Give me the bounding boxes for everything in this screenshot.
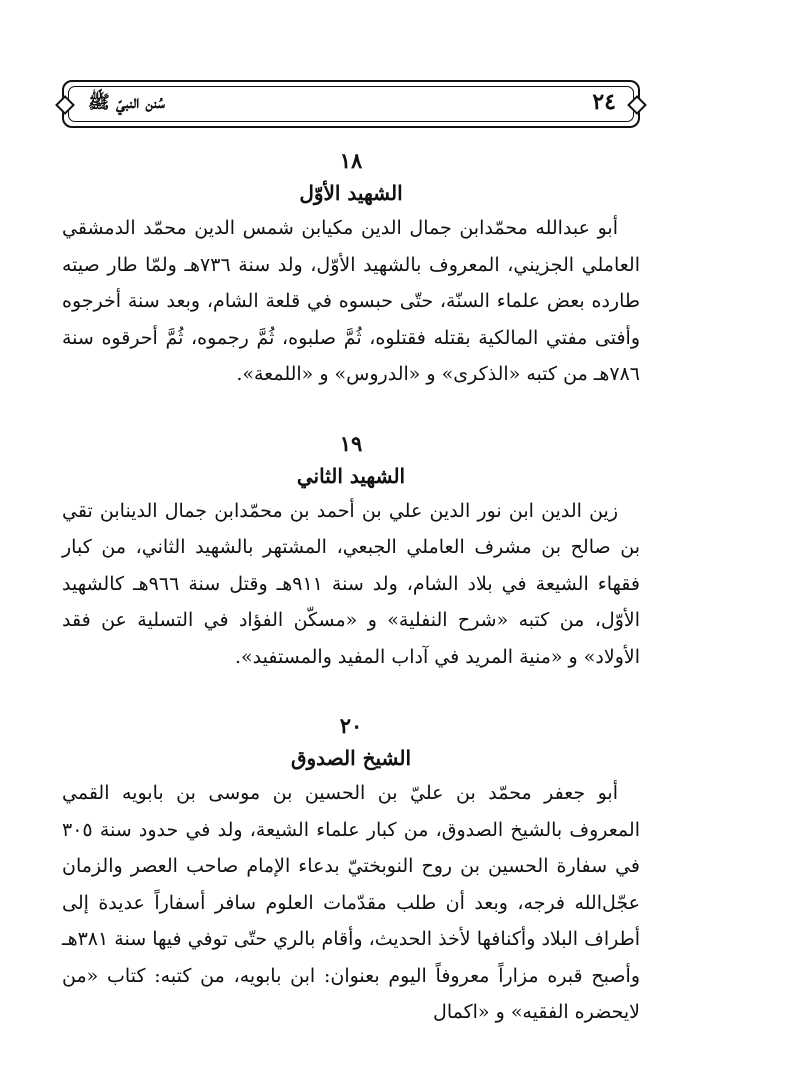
section-18 <box>62 146 640 393</box>
section-19 <box>62 429 640 676</box>
page-number: ٢٤ <box>592 89 616 115</box>
section-20 <box>62 711 640 1031</box>
section-title: الشهيد الأوّل <box>299 181 403 205</box>
section-number: ٢٠ <box>339 713 363 738</box>
book-page <box>62 80 640 1031</box>
section-body: زين الدين ابن نور الدين علي بن أحمد بن محمّدابن جمال الدينابن تقي بن صالح بن مشرف العاملي الجبعي، المشتهر بالشهيد الثاني، من كبار فقهاء الشيعة في بلاد الشام، ولد سنة ٩١١هـ وقتل سنة ٩٦٦هـ كالشهيد الأوّل، من كتبه «شرح النفلية» و «مسكّن الفؤاد في التسلية عن فقد الأولاد» و «منية المريد في آداب المفيد والمستفيد». <box>62 499 640 668</box>
section-title: الشيخ الصدوق <box>290 746 412 770</box>
section-title: الشهيد الثاني <box>296 463 406 488</box>
section-body: أبو عبدالله محمّدابن جمال الدين مكيابن شمس الدين محمّد الدمشقي العاملي الجزيني، المعروف بالشهيد الأوّل، ولد سنة ٧٣٦هـ ولمّا طار صيته طارده بعض علماء السنّة، حتّى حبسوه في قلعة الشام، وبعد سنة أخرجوه وأفتى مفتي المالكية بقتله فقتلوه، ثُمَّ صلبوه، ثُمَّ رجموه، ثُمَّ أحرقوه سنة ٧٨٦هـ من كتبه «الذكرى» و «الدروس» و «اللمعة». <box>62 217 640 385</box>
page-header <box>62 80 640 128</box>
section-body: أبو جعفر محمّد بن عليّ بن الحسين بن موسى بن بابويه القمي المعروف بالشيخ الصدوق، من كبار علماء الشيعة، ولد في حدود سنة ٣٠٥ في سفارة الحسين بن روح النوبختيّ بدعاء الإمام صاحب العصر والزمان عجّل‌الله فرجه، وبعد أن طلب مقدّمات العلوم سافر أسفاراً عديدة إلى أطراف البلاد وأكنافها لأخذ الحديث، وأقام بالري حتّى توفي فيها سنة ٣٨١هـ وأصبح قبره مزاراً معروفاً اليوم بعنوان: ابن بابويه، من كتبه: كتاب «من لايحضره الفقيه» و «اكمال <box>62 782 640 1023</box>
ornament-left-icon <box>55 95 75 115</box>
running-title: سُنن النبيّ ﷺ <box>88 92 165 113</box>
section-number: ١٩ <box>339 430 363 456</box>
ornament-right-icon <box>627 95 647 115</box>
section-number: ١٨ <box>339 148 363 173</box>
